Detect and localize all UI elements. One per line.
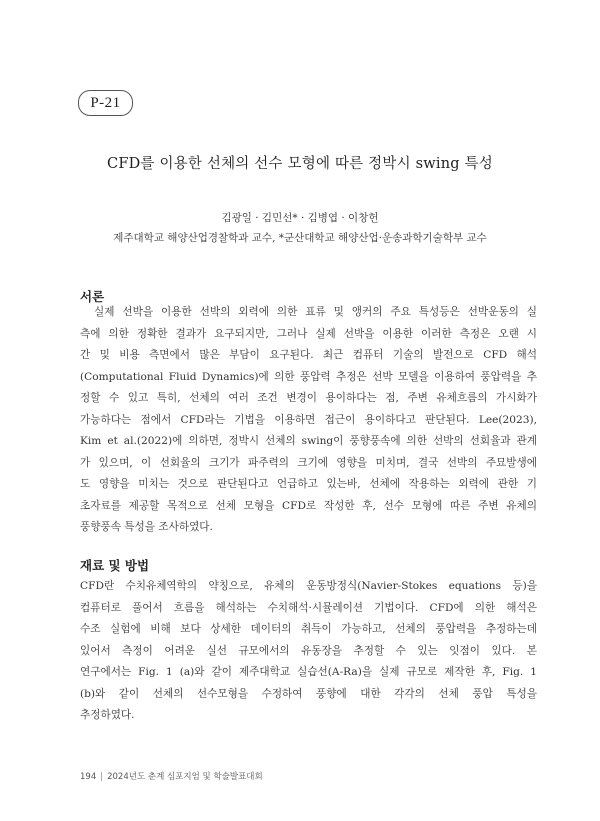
section-heading-introduction: 서론 (80, 289, 105, 304)
author-affiliation: 제주대학교 해양산업경찰학과 교수, *군산대학교 해양산업·운송과학기술학부 교수 (113, 232, 487, 244)
text-line: 가 있으며, 이 선회율의 크기가 파주력의 크기에 영향을 미치며, 결국 선박의 주묘발생에 (80, 456, 537, 469)
text-line: 간 및 비용 측면에서 많은 부담이 요구된다. 최근 컴퓨터 기술의 발전으로 CFD 해석 (80, 349, 537, 361)
introduction-paragraph (80, 302, 537, 539)
text-line: (b)와 같이 선체의 선수모형을 수정하여 풍향에 대한 각각의 선체 풍압 특성을 (80, 687, 537, 700)
text-line: 가능하다는 점에서 CFD라는 기법을 이용하면 접근이 용이하다고 판단된다. Lee(2023), (80, 413, 537, 426)
text-line: (Computational Fluid Dynamics)에 의한 풍압력 추정은 선박 모델을 이용하여 풍압력을 추 (80, 370, 537, 383)
text-line: 정할 수 있고 특히, 선체의 여러 조건 변경이 용이하다는 점, 주변 유체흐름의 가시화가 (80, 392, 537, 404)
text-line: 실제 선박을 이용한 선박의 외력에 의한 표류 및 앵커의 주요 특성등은 선박운동의 실 (94, 306, 537, 318)
text-line: 수조 실험에 비해 보다 상세한 데이터의 취득이 가능하고, 선체의 풍압력을 추정하는데 (80, 623, 537, 635)
text-line: 연구에서는 Fig. 1 (a)와 같이 제주대학교 실습선(A-Ra)을 실제 규모로 제작한 후, Fig. 1 (80, 666, 537, 678)
text-line: 추정하였다. (80, 709, 135, 721)
paper-title: CFD를 이용한 선체의 선수 모형에 따른 정박시 swing 특성 (107, 156, 493, 172)
text-line: 측에 의한 정확한 결과가 요구되지만, 그러나 실제 선박을 이용한 이러한 측정은 오랜 시 (80, 327, 537, 340)
page-footer (80, 770, 263, 782)
text-line: Kim et al.(2022)에 의하면, 정박시 선체의 swing이 풍향풍속에 의한 선박의 선회율과 관계 (80, 435, 537, 447)
text-line: 컴퓨터로 풀어서 흐름을 해석하는 수치해석·시뮬레이션 기법이다. CFD에 의한 해석은 (80, 601, 537, 614)
author-list: 김광일 · 김민선* · 김병엽 · 이창헌 (221, 212, 379, 224)
text-line: 있어서 측정이 어려운 실선 규모에서의 유동장을 추정할 수 있는 잇점이 있다. 본 (80, 644, 537, 657)
text-line: CFD란 수치유체역학의 약칭으로, 유체의 운동방정식(Navier-Stokes equations 등)을 (80, 580, 537, 592)
methods-paragraph (80, 576, 537, 727)
poster-number: P-21 (90, 94, 121, 111)
text-line: 풍향풍속 특성을 조사하였다. (80, 521, 213, 533)
section-heading-methods: 재료 및 방법 (80, 558, 150, 573)
text-line: 도 영향을 미치는 것으로 판단된다고 언급하고 있는바, 선체에 작용하는 외력에 관한 기 (80, 478, 537, 490)
page-number: 194 (80, 772, 97, 782)
proceedings-name: 2024년도 춘계 심포지엄 및 학술발표대회 (107, 772, 263, 782)
footer-divider: | (100, 772, 104, 782)
poster-number-tag (78, 90, 133, 116)
text-line: 초자료를 제공할 목적으로 선체 모형을 CFD로 작성한 후, 선수 모형에 따른 주변 유체의 (80, 499, 537, 512)
